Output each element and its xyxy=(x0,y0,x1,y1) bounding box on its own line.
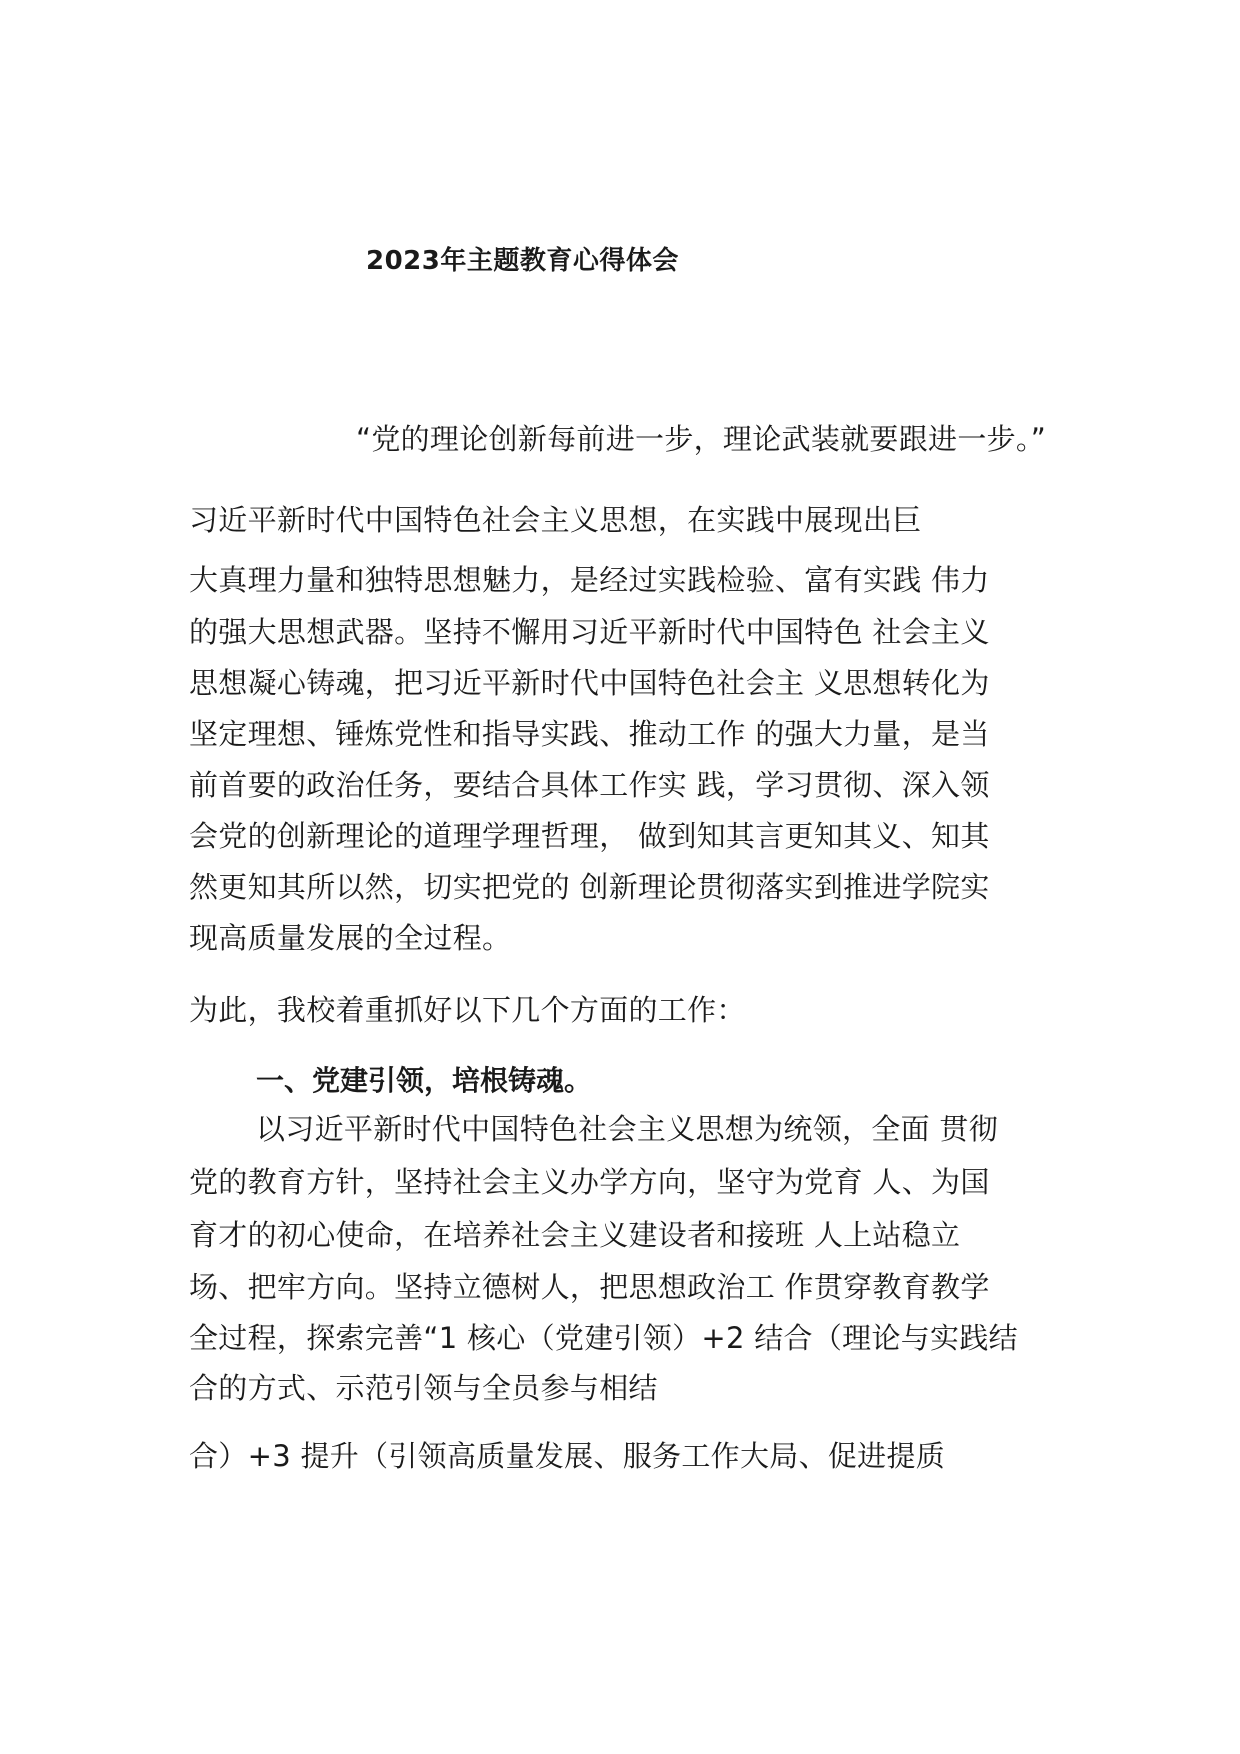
intro-line: 然更知其所以然，切实把党的 创新理论贯彻落实到推进学院实 xyxy=(189,870,990,904)
intro-line: 坚定理想、锤炼党性和指导实践、推动工作 的强大力量，是当 xyxy=(189,717,990,751)
document-title: 2023年主题教育心得体会 xyxy=(366,246,679,276)
intro-line: 大真理力量和独特思想魅力，是经过实践检验、富有实践 伟力 xyxy=(189,563,990,597)
intro-line: 前首要的政治任务，要结合具体工作实 践，学习贯彻、深入领 xyxy=(189,768,990,802)
section-line: 育才的初心使命，在培养社会主义建设者和接班 人上站稳立 xyxy=(189,1218,961,1252)
section-line: 党的教育方针，坚持社会主义办学方向，坚守为党育 人、为国 xyxy=(189,1165,990,1199)
intro-line: 思想凝心铸魂，把习近平新时代中国特色社会主 义思想转化为 xyxy=(189,666,990,700)
intro-line: 现高质量发展的全过程。 xyxy=(189,921,512,955)
transition-text: 为此，我校着重抓好以下几个方面的工作： xyxy=(189,993,746,1027)
section-line: 场、把牢方向。坚持立德树人，把思想政治工 作贯穿教育教学 xyxy=(189,1270,990,1304)
section-line: 全过程，探索完善“1 核心（党建引领）+2 结合（理论与实践结 xyxy=(189,1321,1018,1355)
section-line: 合）+3 提升（引领高质量发展、服务工作大局、促进提质 xyxy=(189,1439,946,1473)
section-line: 合的方式、示范引领与全员参与相结 xyxy=(189,1371,658,1405)
section-line: 以习近平新时代中国特色社会主义思想为统领，全面 贯彻 xyxy=(256,1112,999,1146)
intro-line: 会党的创新理论的道理学理哲理， 做到知其言更知其义、知其 xyxy=(189,819,990,853)
intro-line: 的强大思想武器。坚持不懈用习近平新时代中国特色 社会主义 xyxy=(189,615,990,649)
intro-line: 习近平新时代中国特色社会主义思想，在实践中展现出巨 xyxy=(189,503,922,537)
opening-quote: “党的理论创新每前进一步，理论武装就要跟进一步。” xyxy=(356,422,1047,456)
section-heading: 一、党建引领，培根铸魂。 xyxy=(256,1064,593,1097)
